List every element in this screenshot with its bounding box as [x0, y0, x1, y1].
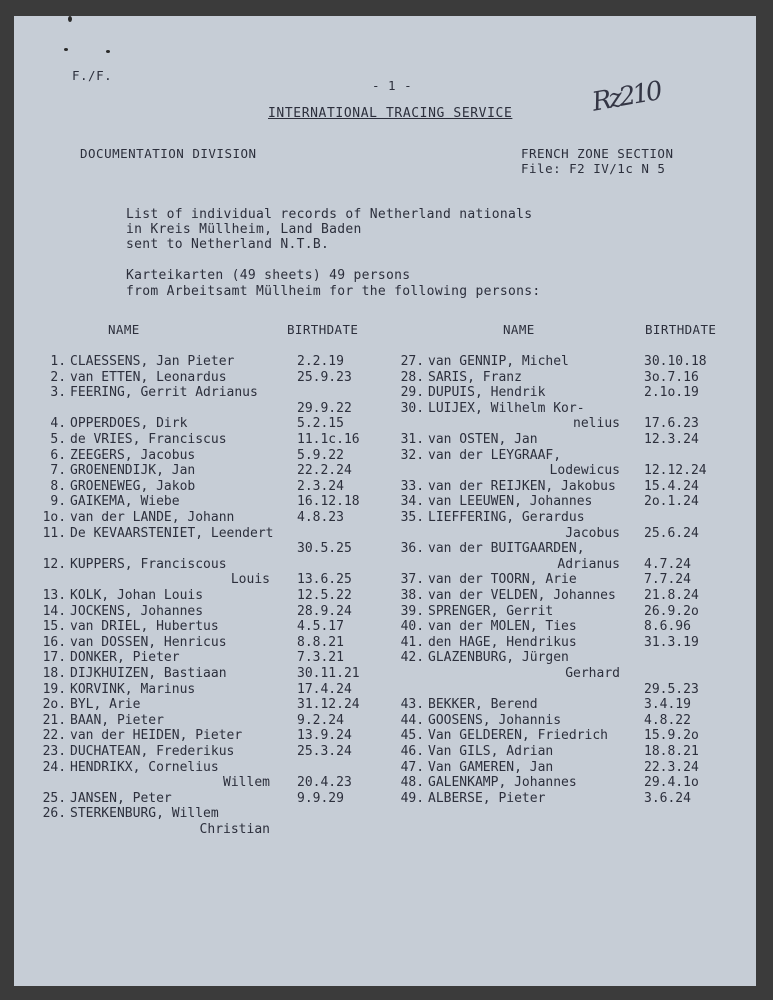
birthdate: 30.5.25	[297, 541, 352, 557]
entry-number: 22.	[42, 728, 67, 744]
division-label: DOCUMENTATION DIVISION	[80, 146, 257, 161]
entry-number: 38.	[400, 588, 425, 603]
person-name: BAAN, Pieter	[70, 712, 164, 728]
entry-number: 7.	[50, 463, 67, 479]
birthdate: 9.9.29	[297, 790, 344, 806]
person-name: Van GAMEREN, Jan	[428, 759, 554, 775]
entry-number: 42.	[400, 650, 425, 666]
birthdate: 4.8.23	[297, 510, 344, 525]
entry-number: 37.	[400, 572, 425, 588]
document-page	[14, 16, 756, 986]
birthdate: 2.3.24	[297, 478, 344, 494]
person-name: LIEFFERING, Gerardus	[428, 510, 585, 525]
birthdate: 15.4.24	[644, 478, 699, 494]
intro-line: sent to Netherland N.T.B.	[126, 237, 330, 252]
birthdate: 3o.7.16	[644, 369, 699, 385]
entry-number: 16.	[42, 634, 67, 650]
person-name: GAIKEMA, Wiebe	[70, 494, 180, 510]
entry-number: 17.	[42, 650, 67, 666]
birthdate: 30.11.21	[297, 666, 360, 681]
birthdate: 15.9.2o	[644, 728, 699, 744]
intro-line: from Arbeitsamt Müllheim for the following persons:	[126, 284, 541, 299]
person-name: JANSEN, Peter	[70, 790, 172, 806]
birthdate: 2.1o.19	[644, 385, 699, 401]
person-name: FEERING, Gerrit Adrianus	[70, 385, 258, 401]
person-name: BYL, Arie	[70, 697, 141, 713]
person-name: van GENNIP, Michel	[428, 354, 569, 369]
birthdate: 25.9.23	[297, 369, 352, 385]
entry-number: 45.	[400, 728, 425, 744]
person-name: OPPERDOES, Dirk	[70, 416, 188, 432]
person-name: SARIS, Franz	[428, 369, 522, 385]
right-birthdate-column-header: BIRTHDATE	[645, 322, 717, 337]
person-name: DUPUIS, Hendrik	[428, 385, 546, 401]
entry-number: 11.	[42, 525, 67, 541]
person-name: van OSTEN, Jan	[428, 432, 538, 447]
entry-number: 48.	[400, 775, 425, 791]
birthdate: 29.5.23	[644, 681, 699, 697]
entry-number: 9.	[50, 494, 67, 510]
birthdate: 7.7.24	[644, 572, 691, 588]
entry-number: 24.	[42, 759, 67, 775]
person-name: CLAESSENS, Jan Pieter	[70, 354, 235, 369]
birthdate: 11.1c.16	[297, 432, 360, 447]
person-name-continuation: Lodewicus	[549, 463, 620, 479]
person-name: Van GELDEREN, Friedrich	[428, 728, 609, 744]
person-name: van der BUITGAARDEN,	[428, 541, 585, 557]
person-name-continuation: Jacobus	[565, 525, 620, 541]
birthdate: 4.7.24	[644, 556, 691, 572]
person-name: van DRIEL, Hubertus	[70, 619, 219, 635]
birthdate: 3.4.19	[644, 697, 691, 713]
person-name-continuation: Louis	[230, 572, 270, 588]
person-name: HENDRIKX, Cornelius	[70, 759, 219, 775]
entry-number: 23.	[42, 744, 67, 759]
birthdate: 26.9.2o	[644, 603, 699, 619]
person-name: van der TOORN, Arie	[428, 572, 577, 588]
entry-number: 21.	[42, 712, 67, 728]
entry-number: 25.	[42, 790, 67, 806]
reference-code: F./F.	[72, 68, 113, 83]
person-name: van der MOLEN, Ties	[428, 619, 577, 635]
entry-number: 33.	[400, 478, 425, 494]
person-name: DONKER, Pieter	[70, 650, 180, 666]
birthdate: 3.6.24	[644, 790, 691, 806]
person-name: van LEEUWEN, Johannes	[428, 494, 593, 510]
entry-number: 15.	[42, 619, 67, 635]
person-name: STERKENBURG, Willem	[70, 806, 219, 822]
birthdate: 17.6.23	[644, 416, 699, 432]
person-name-continuation: Gerhard	[565, 666, 620, 681]
entry-number: 18.	[42, 666, 67, 681]
birthdate: 2.2.19	[297, 354, 344, 369]
person-name: GOOSENS, Johannis	[428, 712, 562, 728]
entry-number: 5.	[50, 432, 67, 447]
intro-line: in Kreis Müllheim, Land Baden	[126, 222, 362, 237]
birthdate: 20.4.23	[297, 775, 352, 791]
person-name: van DOSSEN, Henricus	[70, 634, 227, 650]
birthdate: 31.3.19	[644, 634, 699, 650]
birthdate: 22.2.24	[297, 463, 352, 479]
birthdate: 8.8.21	[297, 634, 344, 650]
birthdate: 31.12.24	[297, 697, 360, 713]
person-name: ZEEGERS, Jacobus	[70, 447, 196, 463]
entry-number: 1.	[50, 354, 67, 369]
entry-number: 27.	[400, 354, 425, 369]
entry-number: 31.	[400, 432, 425, 447]
person-name: SPRENGER, Gerrit	[428, 603, 554, 619]
person-name: GROENENDIJK, Jan	[70, 463, 196, 479]
entry-number: 32.	[400, 447, 425, 463]
person-name: GROENEWEG, Jakob	[70, 478, 196, 494]
person-name: BEKKER, Berend	[428, 697, 538, 713]
entry-number: 39.	[400, 603, 425, 619]
person-name: KUPPERS, Franciscous	[70, 556, 227, 572]
person-name: van der LANDE, Johann	[70, 510, 235, 525]
entry-number: 43.	[400, 697, 425, 713]
person-name: JOCKENS, Johannes	[70, 603, 204, 619]
birthdate: 4.8.22	[644, 712, 691, 728]
person-name-continuation: Christian	[199, 822, 270, 837]
birthdate: 18.8.21	[644, 744, 699, 759]
person-name: KORVINK, Marinus	[70, 681, 196, 697]
birthdate: 12.5.22	[297, 588, 352, 603]
entry-number: 35.	[400, 510, 425, 525]
person-name: ALBERSE, Pieter	[428, 790, 546, 806]
person-name: Van GILS, Adrian	[428, 744, 554, 759]
entry-number: 47.	[400, 759, 425, 775]
birthdate: 5.2.15	[297, 416, 344, 432]
birthdate: 30.10.18	[644, 354, 707, 369]
entry-number: 49.	[400, 790, 425, 806]
person-name-continuation: nelius	[573, 416, 620, 432]
entry-number: 6.	[50, 447, 67, 463]
entry-number: 40.	[400, 619, 425, 635]
entry-number: 19.	[42, 681, 67, 697]
entry-number: 12.	[42, 556, 67, 572]
handwritten-initials: Rz210	[589, 76, 662, 118]
birthdate: 13.6.25	[297, 572, 352, 588]
birthdate: 13.9.24	[297, 728, 352, 744]
page-number: - 1 -	[372, 78, 413, 93]
entry-number: 8.	[50, 478, 67, 494]
person-name: GALENKAMP, Johannes	[428, 775, 577, 791]
intro-line: List of individual records of Netherland nationals	[126, 207, 533, 222]
entry-number: 4.	[50, 416, 67, 432]
person-name: den HAGE, Hendrikus	[428, 634, 577, 650]
birthdate: 9.2.24	[297, 712, 344, 728]
birthdate: 29.9.22	[297, 400, 352, 416]
entry-number: 41.	[400, 634, 425, 650]
paper-speck	[64, 48, 68, 51]
birthdate: 16.12.18	[297, 494, 360, 510]
entry-number: 29.	[400, 385, 425, 401]
left-birthdate-column-header: BIRTHDATE	[287, 322, 359, 337]
entry-number: 46.	[400, 744, 425, 759]
birthdate: 5.9.22	[297, 447, 344, 463]
organization-heading: INTERNATIONAL TRACING SERVICE	[268, 106, 513, 121]
paper-speck	[106, 50, 110, 53]
person-name: LUIJEX, Wilhelm Kor-	[428, 400, 585, 416]
birthdate: 12.12.24	[644, 463, 707, 479]
entry-number: 2.	[50, 369, 67, 385]
entry-number: 44.	[400, 712, 425, 728]
birthdate: 28.9.24	[297, 603, 352, 619]
birthdate: 17.4.24	[297, 681, 352, 697]
birthdate: 25.3.24	[297, 744, 352, 759]
person-name: de VRIES, Franciscus	[70, 432, 227, 447]
entry-number: 14.	[42, 603, 67, 619]
person-name-continuation: Adrianus	[557, 556, 620, 572]
birthdate: 12.3.24	[644, 432, 699, 447]
entry-number: 28.	[400, 369, 425, 385]
entry-number: 34.	[400, 494, 425, 510]
paper-speck	[68, 16, 72, 22]
person-name: KOLK, Johan Louis	[70, 588, 204, 603]
entry-number: 2o.	[42, 697, 67, 713]
person-name: van der LEYGRAAF,	[428, 447, 562, 463]
file-reference: File: F2 IV/1c N 5	[521, 161, 666, 176]
person-name-continuation: Willem	[223, 775, 270, 791]
birthdate: 4.5.17	[297, 619, 344, 635]
entry-number: 26.	[42, 806, 67, 822]
person-name: van der VELDEN, Johannes	[428, 588, 616, 603]
person-name: van der REIJKEN, Jakobus	[428, 478, 616, 494]
entry-number: 1o.	[42, 510, 67, 525]
entry-number: 3.	[50, 385, 67, 401]
left-name-column-header: NAME	[108, 322, 140, 337]
entry-number: 13.	[42, 588, 67, 603]
person-name: van der HEIDEN, Pieter	[70, 728, 243, 744]
person-name: DUCHATEAN, Frederikus	[70, 744, 235, 759]
birthdate: 25.6.24	[644, 525, 699, 541]
person-name: DIJKHUIZEN, Bastiaan	[70, 666, 227, 681]
person-name: GLAZENBURG, Jürgen	[428, 650, 569, 666]
birthdate: 2o.1.24	[644, 494, 699, 510]
entry-number: 36.	[400, 541, 425, 557]
birthdate: 29.4.1o	[644, 775, 699, 791]
birthdate: 8.6.96	[644, 619, 691, 635]
section-label: FRENCH ZONE SECTION	[521, 146, 674, 161]
birthdate: 21.8.24	[644, 588, 699, 603]
person-name: De KEVAARSTENIET, Leendert	[70, 525, 274, 541]
right-name-column-header: NAME	[503, 322, 535, 337]
person-name: van ETTEN, Leonardus	[70, 369, 227, 385]
entry-number: 30.	[400, 400, 425, 416]
birthdate: 7.3.21	[297, 650, 344, 666]
birthdate: 22.3.24	[644, 759, 699, 775]
intro-line: Karteikarten (49 sheets) 49 persons	[126, 268, 411, 283]
